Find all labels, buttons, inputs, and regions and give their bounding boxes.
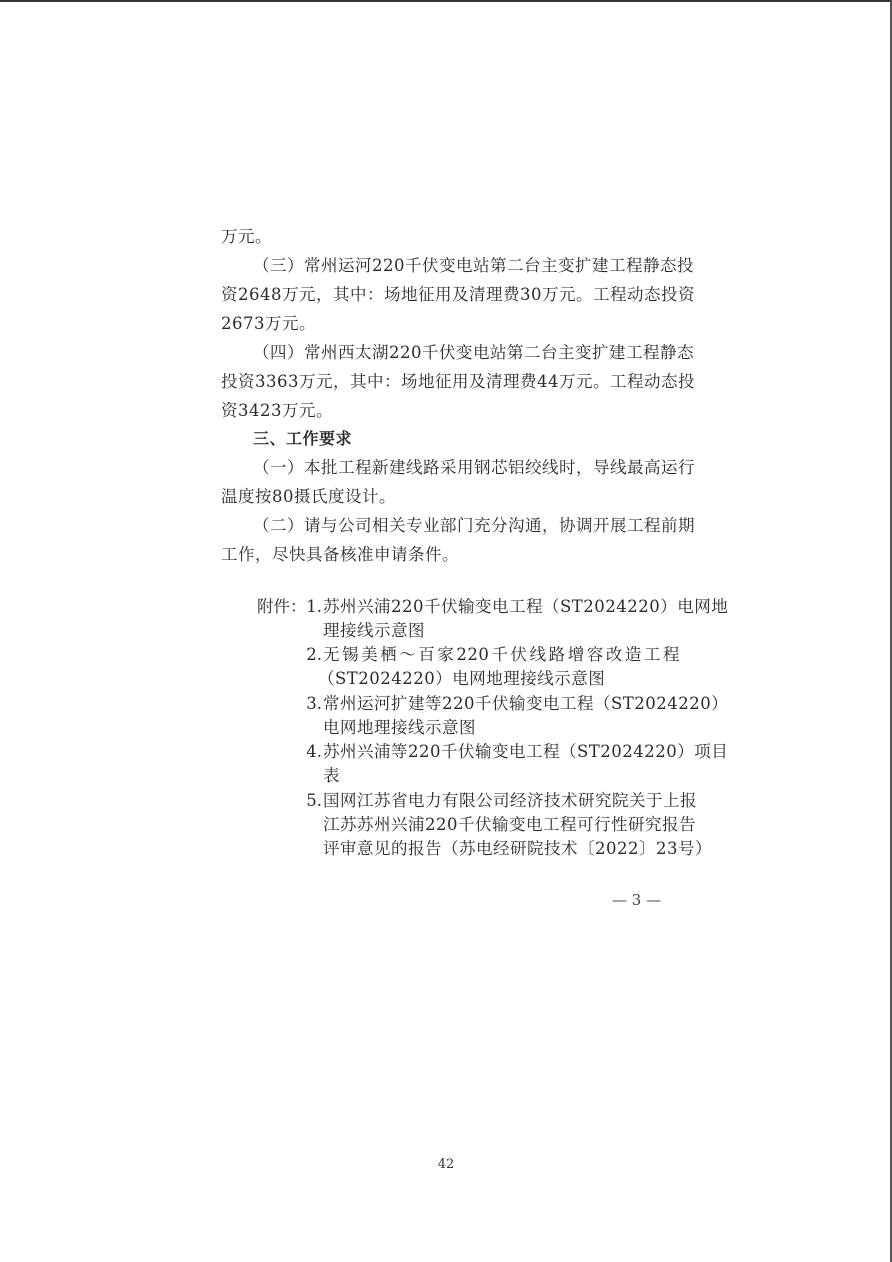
attachment-line: 苏州兴浦等220千伏输变电工程（ST2024220）项目	[323, 742, 729, 761]
attachment-line: 理接线示意图	[323, 621, 425, 640]
paragraph-line: （一）本批工程新建线路采用钢芯铝绞线时，导线最高运行	[253, 458, 695, 477]
attachment-number: 3.	[306, 694, 322, 713]
attachment-line: 苏州兴浦220千伏输变电工程（ST2024220）电网地	[323, 597, 729, 616]
paragraph-line: 2673万元。	[221, 314, 316, 333]
attachment-line: 无锡美栖～百家220千伏线路增容改造工程	[323, 645, 680, 664]
paragraph-line: 温度按80摄氏度设计。	[221, 487, 396, 506]
attachment-line: 江苏苏州兴浦220千伏输变电工程可行性研究报告	[323, 815, 696, 834]
page-number: — 3 —	[612, 891, 662, 909]
attachment-line: 常州运河扩建等220千伏输变电工程（ST2024220）	[323, 694, 729, 713]
attachment-number: 5.	[306, 791, 322, 810]
attachments-label: 附件：	[257, 597, 307, 616]
attachment-line: 电网地理接线示意图	[323, 718, 476, 737]
footer-page-number: 42	[437, 1157, 455, 1172]
section-heading: 三、工作要求	[253, 429, 353, 448]
attachment-line: 评审意见的报告（苏电经研院技术〔2022〕23号）	[323, 839, 712, 858]
paragraph-line: 资2648万元，其中：场地征用及清理费30万元。工程动态投资	[221, 285, 695, 304]
paragraph-line: （三）常州运河220千伏变电站第二台主变扩建工程静态投	[253, 256, 694, 275]
attachment-number: 1.	[306, 597, 322, 616]
attachment-line: （ST2024220）电网地理接线示意图	[318, 669, 606, 688]
paragraph-line: （四）常州西太湖220千伏变电站第二台主变扩建工程静态	[253, 343, 694, 362]
attachment-line: 国网江苏省电力有限公司经济技术研究院关于上报	[323, 791, 697, 810]
page-border-top	[0, 0, 892, 2]
paragraph-line: 投资3363万元，其中：场地征用及清理费44万元。工程动态投	[221, 372, 695, 391]
paragraph-line: （二）请与公司相关专业部门充分沟通，协调开展工程前期	[253, 516, 695, 535]
attachment-number: 2.	[306, 645, 322, 664]
paragraph-line: 万元。	[221, 227, 272, 246]
paragraph-line: 工作，尽快具备核准申请条件。	[221, 545, 459, 564]
paragraph-line: 资3423万元。	[221, 401, 333, 420]
attachment-number: 4.	[306, 742, 322, 761]
attachment-line: 表	[323, 766, 340, 785]
